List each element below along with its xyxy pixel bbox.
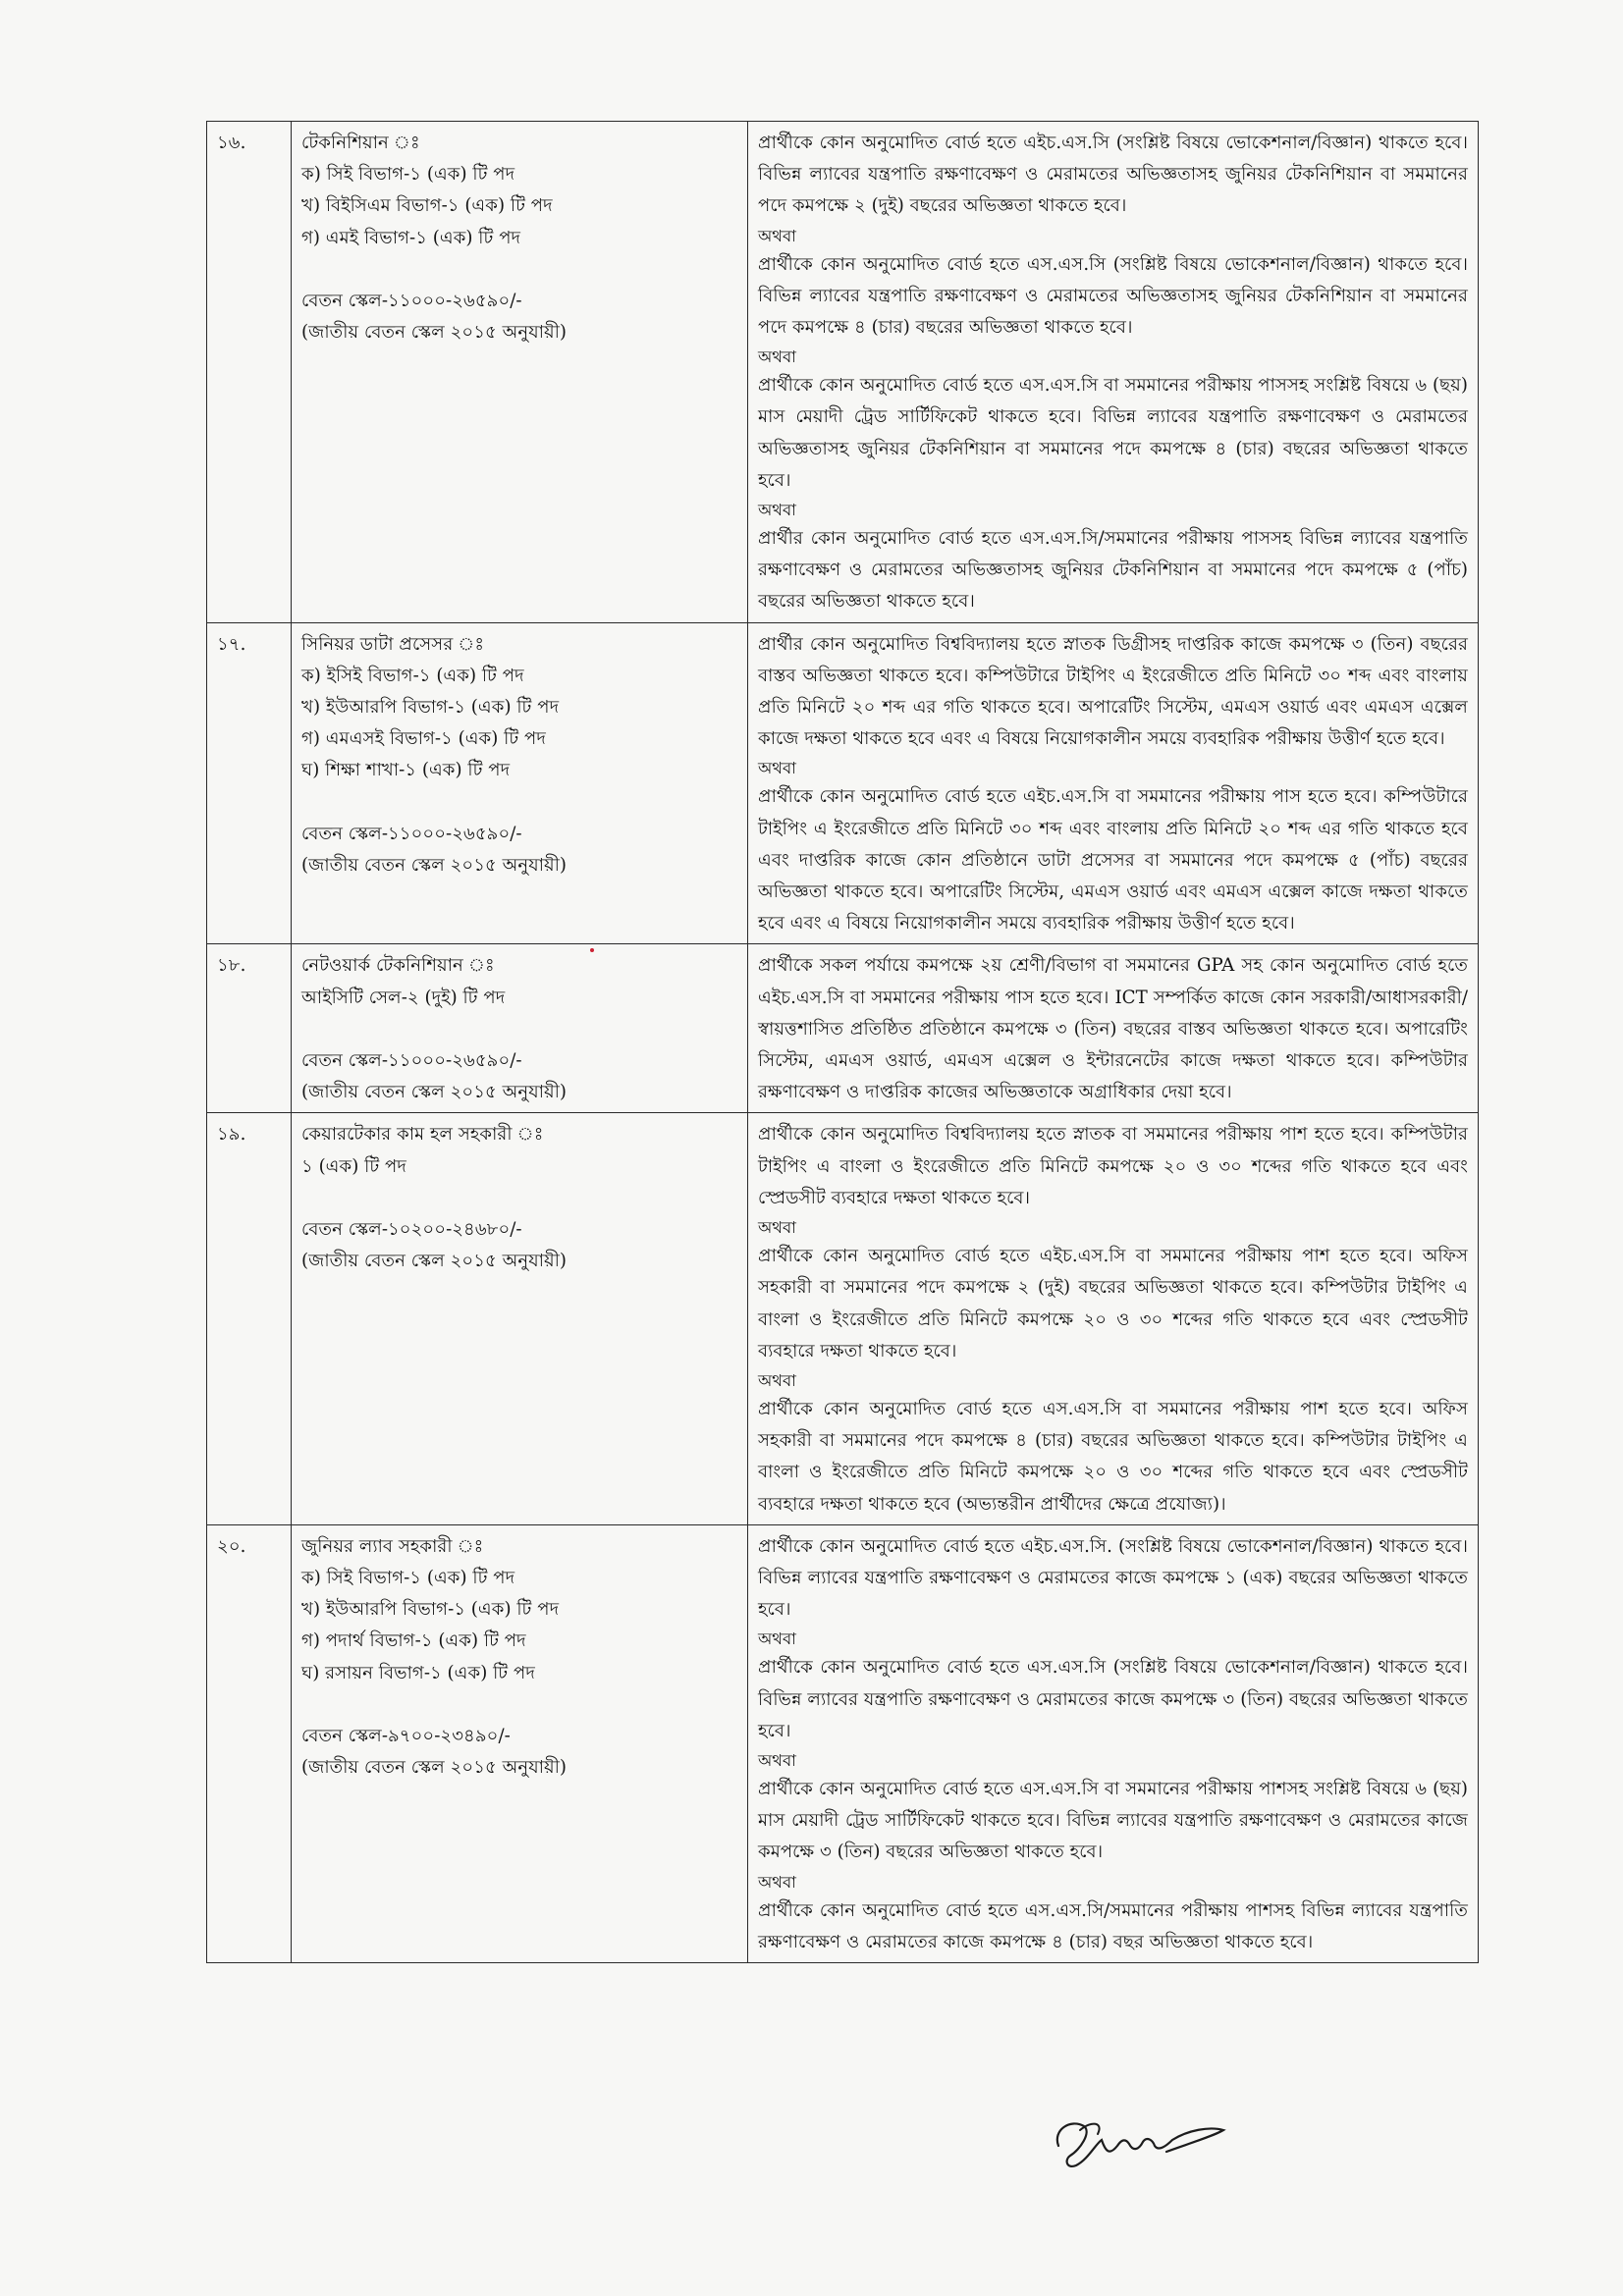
post-item: গ) এমই বিভাগ-১ (এক) টি পদ bbox=[301, 227, 521, 248]
pay-scale: বেতন স্কেল-১০২০০-২৪৬৮০/- bbox=[301, 1218, 522, 1240]
requirement-paragraph: প্রার্থীকে কোন অনুমোদিত বোর্ড হতে এইচ.এস.সি. (সংশ্লিষ্ট বিষয়ে ভোকেশনাল/বিজ্ঞান) থাকতে হবে। বিভিন্ন ল্যাবের যন্ত্রপাতি রক্ষণাবেক্ষণ ও মেরামতের কাজে কমপক্ষে ১ (এক) বছরের অভিজ্ঞতা থাকতে হবে। bbox=[758, 1535, 1468, 1621]
post-item: ঘ) শিক্ষা শাখা-১ (এক) টি পদ bbox=[301, 760, 511, 781]
post-cell bbox=[292, 944, 748, 1113]
post-cell bbox=[292, 622, 748, 944]
table-body bbox=[207, 122, 1479, 1963]
post-cell bbox=[292, 1524, 748, 1962]
pay-scale: বেতন স্কেল-৯৭০০-২৩৪৯০/- bbox=[301, 1725, 511, 1746]
post-title: কেয়ারটেকার কাম হল সহকারী ঃ bbox=[301, 1124, 544, 1146]
requirement-paragraph: প্রার্থীকে কোন অনুমোদিত বোর্ড হতে এইচ.এস.সি (সংশ্লিষ্ট বিষয়ে ভোকেশনাল/বিজ্ঞান) থাকতে হবে। বিভিন্ন ল্যাবের যন্ত্রপাতি রক্ষণাবেক্ষণ ও মেরামতের অভিজ্ঞতাসহ জুনিয়র টেকনিশিয়ান বা সমমানের পদে কমপক্ষে ২ (দুই) বছরের অভিজ্ঞতা থাকতে হবে। bbox=[758, 133, 1468, 217]
post-item: খ) ইউআরপি বিভাগ-১ (এক) টি পদ bbox=[301, 697, 560, 719]
table-row bbox=[207, 1524, 1479, 1962]
or-separator: অথবা bbox=[758, 501, 796, 520]
or-separator: অথবা bbox=[758, 1629, 796, 1649]
requirement-paragraph: প্রার্থীকে কোন অনুমোদিত বোর্ড হতে এইচ.এস.সি বা সমমানের পরীক্ষায় পাশ হতে হবে। অফিস সহকারী বা সমমানের পদে কমপক্ষে ২ (দুই) বছরের অভিজ্ঞতা থাকতে হবে। কম্পিউটার টাইপিং এ বাংলা ও ইংরেজীতে প্রতি মিনিটে কমপক্ষে ২০ ও ৩০ শব্দের গতি থাকতে হবে এবং স্প্রেডসীট ব্যবহারে দক্ষতা থাকতে হবে। bbox=[758, 1246, 1468, 1362]
post-item: গ) পদার্থ বিভাগ-১ (এক) টি পদ bbox=[301, 1630, 526, 1652]
spacer bbox=[301, 254, 737, 286]
pay-scale: বেতন স্কেল-১১০০০-২৬৫৯০/- bbox=[301, 823, 522, 844]
post-title: টেকনিশিয়ান ঃ bbox=[301, 133, 420, 153]
spacer bbox=[301, 1183, 737, 1214]
pay-scale-note: (জাতীয় বেতন স্কেল ২০১৫ অনুযায়ী) bbox=[301, 854, 567, 876]
requirement-paragraph: প্রার্থীকে কোন অনুমোদিত বোর্ড হতে এস.এস.সি বা সমমানের পরীক্ষায় পাশসহ সংশ্লিষ্ট বিষয়ে ৬ (ছয়) মাস মেয়াদী ট্রেড সার্টিফিকেট থাকতে হবে। বিভিন্ন ল্যাবের যন্ত্রপাতি রক্ষণাবেক্ষণ ও মেরামতের কাজে কমপক্ষে ৩ (তিন) বছরের অভিজ্ঞতা থাকতে হবে। bbox=[758, 1778, 1468, 1863]
or-separator: অথবা bbox=[758, 1218, 796, 1238]
requirement-paragraph: প্রার্থীর কোন অনুমোদিত বিশ্ববিদ্যালয় হতে স্নাতক ডিগ্রীসহ দাপ্তরিক কাজে কমপক্ষে ৩ (তিন) বছরের বাস্তব অভিজ্ঞতা থাকতে হবে। কম্পিউটারে টাইপিং এ ইংরেজীতে প্রতি মিনিটে ৩০ শব্দ এবং বাংলায় প্রতি মিনিটে ২০ শব্দ এর গতি থাকতে হবে। অপারেটিং সিস্টেম, এমএস ওয়ার্ড এবং এমএস এক্সেল কাজে দক্ষতা থাকতে হবে এবং এ বিষয়ে নিয়োগকালীন সময়ে ব্যবহারিক পরীক্ষায় উত্তীর্ণ হতে হবে। bbox=[758, 633, 1468, 750]
requirements-cell bbox=[748, 1113, 1479, 1524]
serial-number: ২০. bbox=[207, 1524, 292, 1962]
ink-dot bbox=[590, 948, 594, 952]
pay-scale-note: (জাতীয় বেতন স্কেল ২০১৫ অনুযায়ী) bbox=[301, 1756, 567, 1778]
post-item: আইসিটি সেল-২ (দুই) টি পদ bbox=[301, 987, 506, 1008]
post-item: খ) বিইসিএম বিভাগ-১ (এক) টি পদ bbox=[301, 195, 553, 217]
requirements-cell bbox=[748, 944, 1479, 1113]
post-cell bbox=[292, 122, 748, 623]
requirement-paragraph: প্রার্থীকে কোন অনুমোদিত বোর্ড হতে এস.এস.সি বা সমমানের পরীক্ষায় পাশ হতে হবে। অফিস সহকারী বা সমমানের পদে কমপক্ষে ৪ (চার) বছরের অভিজ্ঞতা থাকতে হবে। কম্পিউটার টাইপিং এ বাংলা ও ইংরেজীতে প্রতি মিনিটে কমপক্ষে ২০ ও ৩০ শব্দের গতি থাকতে হবে এবং স্প্রেডসীট ব্যবহারে দক্ষতা থাকতে হবে (অভ্যন্তরীন প্রার্থীদের ক্ষেত্রে প্রযোজ্য)। bbox=[758, 1398, 1468, 1515]
serial-number: ১৯. bbox=[207, 1113, 292, 1524]
post-title: জুনিয়র ল্যাব সহকারী ঃ bbox=[301, 1535, 484, 1557]
requirement-paragraph: প্রার্থীকে কোন অনুমোদিত বোর্ড হতে এইচ.এস.সি বা সমমানের পরীক্ষায় পাস হতে হবে। কম্পিউটারে টাইপিং এ ইংরেজীতে প্রতি মিনিটে ৩০ শব্দ এবং বাংলায় প্রতি মিনিটে ২০ শব্দ এর গতি থাকতে হবে এবং দাপ্তরিক কাজে কোন প্রতিষ্ঠানে ডাটা প্রসেসর বা সমমানের পদে কমপক্ষে ৫ (পাঁচ) বছরের অভিজ্ঞতা থাকতে হবে। অপারেটিং সিস্টেম, এমএস ওয়ার্ড এবং এমএস এক্সেল কাজে দক্ষতা থাকতে হবে এবং এ বিষয়ে নিয়োগকালীন সময়ে ব্যবহারিক পরীক্ষায় উত্তীর্ণ হতে হবে। bbox=[758, 786, 1468, 934]
requirements-cell bbox=[748, 122, 1479, 623]
post-item: ঘ) রসায়ন বিভাগ-১ (এক) টি পদ bbox=[301, 1662, 535, 1683]
requirement-paragraph: প্রার্থীকে কোন অনুমোদিত বোর্ড হতে এস.এস.সি/সমমানের পরীক্ষায় পাশসহ বিভিন্ন ল্যাবের যন্ত্রপাতি রক্ষণাবেক্ষণ ও মেরামতের কাজে কমপক্ষে ৪ (চার) বছর অভিজ্ঞতা থাকতে হবে। bbox=[758, 1899, 1468, 1952]
spacer bbox=[301, 1689, 737, 1721]
post-item: ১ (এক) টি পদ bbox=[301, 1155, 406, 1177]
pay-scale-note: (জাতীয় বেতন স্কেল ২০১৫ অনুযায়ী) bbox=[301, 322, 567, 344]
job-requirements-table bbox=[206, 121, 1479, 1963]
post-cell bbox=[292, 1113, 748, 1524]
requirements-cell bbox=[748, 1524, 1479, 1962]
pay-scale: বেতন স্কেল-১১০০০-২৬৫৯০/- bbox=[301, 1049, 522, 1071]
requirement-paragraph: প্রার্থীকে সকল পর্যায়ে কমপক্ষে ২য় শ্রেণী/বিভাগ বা সমমানের GPA সহ কোন অনুমোদিত বোর্ড হতে এইচ.এস.সি বা সমমানের পরীক্ষায় পাস হতে হবে। ICT সম্পর্কিত কাজে কোন সরকারী/আধাসরকারী/স্বায়ত্তশাসিত প্রতিষ্ঠিত প্রতিষ্ঠানে কমপক্ষে ৩ (তিন) বছরের বাস্তব অভিজ্ঞতা থাকতে হবে। অপারেটিং সিস্টেম, এমএস ওয়ার্ড, এমএস এক্সেল ও ইন্টারনেটের কাজে দক্ষতা থাকতে হবে। কম্পিউটার রক্ষণাবেক্ষণ ও দাপ্তরিক কাজের অভিজ্ঞতাকে অগ্রাধিকার দেয়া হবে। bbox=[758, 955, 1468, 1103]
signature-mark bbox=[1041, 2101, 1237, 2179]
spacer bbox=[301, 1014, 737, 1045]
pay-scale: বেতন স্কেল-১১০০০-২৬৫৯০/- bbox=[301, 290, 522, 311]
post-item: ক) সিই বিভাগ-১ (এক) টি পদ bbox=[301, 164, 515, 186]
pay-scale-note: (জাতীয় বেতন স্কেল ২০১৫ অনুযায়ী) bbox=[301, 1082, 567, 1103]
post-title: নেটওয়ার্ক টেকনিশিয়ান ঃ bbox=[301, 955, 495, 977]
serial-number: ১৬. bbox=[207, 122, 292, 623]
table-row bbox=[207, 944, 1479, 1113]
or-separator: অথবা bbox=[758, 226, 796, 245]
or-separator: অথবা bbox=[758, 347, 796, 367]
requirements-cell bbox=[748, 622, 1479, 944]
requirement-paragraph: প্রার্থীকে কোন অনুমোদিত বোর্ড হতে এস.এস.সি (সংশ্লিষ্ট বিষয়ে ভোকেশনাল/বিজ্ঞান) থাকতে হবে। বিভিন্ন ল্যাবের যন্ত্রপাতি রক্ষণাবেক্ষণ ও মেরামতের কাজে কমপক্ষে ৩ (তিন) বছরের অভিজ্ঞতা থাকতে হবে। bbox=[758, 1657, 1468, 1741]
post-item: গ) এমএসই বিভাগ-১ (এক) টি পদ bbox=[301, 728, 546, 750]
table-row bbox=[207, 622, 1479, 944]
serial-number: ১৭. bbox=[207, 622, 292, 944]
or-separator: অথবা bbox=[758, 759, 796, 778]
requirement-paragraph: প্রার্থীকে কোন অনুমোদিত বিশ্ববিদ্যালয় হতে স্নাতক বা সমমানের পরীক্ষায় পাশ হতে হবে। কম্পিউটার টাইপিং এ বাংলা ও ইংরেজীতে প্রতি মিনিটে কমপক্ষে ২০ ও ৩০ শব্দের গতি থাকতে হবে এবং স্প্রেডসীট ব্যবহারে দক্ষতা থাকতে হবে। bbox=[758, 1124, 1468, 1208]
post-title: সিনিয়র ডাটা প্রসেসর ঃ bbox=[301, 633, 485, 655]
requirement-paragraph: প্রার্থীকে কোন অনুমোদিত বোর্ড হতে এস.এস.সি (সংশ্লিষ্ট বিষয়ে ভোকেশনাল/বিজ্ঞান) থাকতে হবে। বিভিন্ন ল্যাবের যন্ত্রপাতি রক্ষণাবেক্ষণ ও মেরামতের অভিজ্ঞতাসহ জুনিয়র টেকনিশিয়ান বা সমমানের পদে কমপক্ষে ৪ (চার) বছরের অভিজ্ঞতা থাকতে হবে। bbox=[758, 253, 1468, 339]
or-separator: অথবা bbox=[758, 1370, 796, 1390]
or-separator: অথবা bbox=[758, 1872, 796, 1892]
serial-number: ১৮. bbox=[207, 944, 292, 1113]
spacer bbox=[301, 787, 737, 819]
or-separator: অথবা bbox=[758, 1750, 796, 1770]
post-item: ক) সিই বিভাগ-১ (এক) টি পদ bbox=[301, 1567, 515, 1588]
table-row bbox=[207, 122, 1479, 623]
post-item: খ) ইউআরপি বিভাগ-১ (এক) টি পদ bbox=[301, 1599, 560, 1621]
requirement-paragraph: প্রার্থীর কোন অনুমোদিত বোর্ড হতে এস.এস.সি/সমমানের পরীক্ষায় পাসসহ বিভিন্ন ল্যাবের যন্ত্রপাতি রক্ষণাবেক্ষণ ও মেরামতের অভিজ্ঞতাসহ জুনিয়র টেকনিশিয়ান বা সমমানের পদে কমপক্ষে ৫ (পাঁচ) বছরের অভিজ্ঞতা থাকতে হবে। bbox=[758, 528, 1468, 613]
requirement-paragraph: প্রার্থীকে কোন অনুমোদিত বোর্ড হতে এস.এস.সি বা সমমানের পরীক্ষায় পাসসহ সংশ্লিষ্ট বিষয়ে ৬ (ছয়) মাস মেয়াদী ট্রেড সার্টিফিকেট থাকতে হবে। বিভিন্ন ল্যাবের যন্ত্রপাতি রক্ষণাবেক্ষণ ও মেরামতের অভিজ্ঞতাসহ জুনিয়র টেকনিশিয়ান বা সমমানের পদে কমপক্ষে ৪ (চার) বছরের অভিজ্ঞতা থাকতে হবে। bbox=[758, 375, 1468, 491]
pay-scale-note: (জাতীয় বেতন স্কেল ২০১৫ অনুযায়ী) bbox=[301, 1251, 567, 1272]
post-item: ক) ইসিই বিভাগ-১ (এক) টি পদ bbox=[301, 665, 524, 686]
table-row bbox=[207, 1113, 1479, 1524]
